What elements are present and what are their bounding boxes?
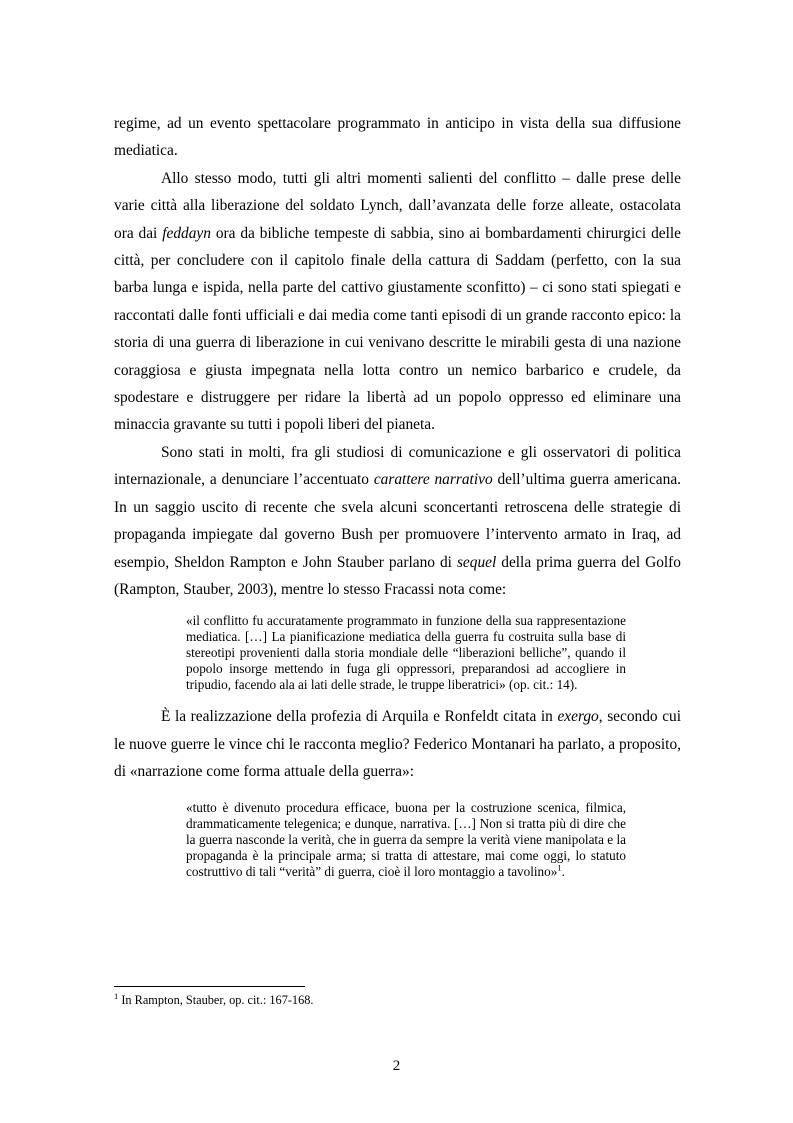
block-quote-2	[186, 800, 626, 880]
paragraph-3	[114, 439, 681, 603]
block-quote-1	[186, 613, 626, 693]
paragraph-4-text-b: , secondo cui le nuove guerre le vince chi le racconta meglio? Federico Montanari ha parlato, a proposito, di «narrazione come forma attuale della guerra»:	[114, 708, 682, 781]
paragraph-3-text-b: dell’ultima guerra americana. In un saggio uscito di recente che svela alcuni sconcertanti retroscena delle strategie di propaganda impiegate dal governo Bush per promuovere l’intervento armato in Iraq, ad esempio, Sheldon Rampton e John Stauber parlano di	[114, 471, 681, 571]
italic-term-exergo: exergo	[557, 708, 599, 726]
page-number: 2	[392, 1058, 401, 1074]
italic-term-carattere-narrativo: carattere narrativo	[373, 471, 493, 489]
footnote	[114, 990, 314, 1008]
footnote-text: In Rampton, Stauber, op. cit.: 167-168.	[118, 993, 314, 1007]
paragraph-2-text: Allo stesso modo, tutti gli altri momenti salienti del conflitto – dalle prese delle varie città alla liberazione del soldato Lynch, dall’avanzata delle forze alleate, ostacolata ora dai	[114, 169, 681, 242]
italic-term-sequel: sequel	[456, 553, 497, 571]
document-body	[114, 110, 681, 890]
footnote-separator	[114, 986, 305, 987]
paragraph-3-text-a: Sono stati in molti, fra gli studiosi di comunicazione e gli osservatori di politica internazionale, a denunciare l’accentuato	[114, 443, 681, 489]
paragraph-4-text-a: È la realizzazione della profezia di Arquila e Ronfeldt citata in	[161, 708, 558, 726]
footnote-reference: 1	[557, 862, 562, 873]
block-quote-2-end: .	[561, 863, 565, 879]
paragraph-1-text: regime, ad un evento spettacolare programmato in anticipo in vista della sua diffusione mediatica.	[114, 115, 681, 160]
footnote-marker: 1	[114, 990, 119, 1001]
paragraph-3-text-c: della prima guerra del Golfo (Rampton, Stauber, 2003), mentre lo stesso Fracassi nota come:	[114, 553, 682, 598]
paragraph-2	[114, 165, 681, 439]
block-quote-1-text: «il conflitto fu accuratamente programmato in funzione della sua rappresentazione mediatica. […] La pianificazione mediatica della guerra fu costruita sulla base di stereotipi provenienti dalla storia mondiale delle “liberazioni belliche”, quando il popolo insorge mettendo in fuga gli oppressori, preparandosi ad accogliere in tripudio, facendo ala ai lati delle strade, le truppe liberatrici» (op. cit.: 14).	[186, 613, 626, 693]
italic-term-feddayn: feddayn	[162, 224, 211, 242]
paragraph-4	[114, 703, 681, 785]
paragraph-1	[114, 110, 681, 165]
paragraph-2-text-rest: ora da bibliche tempeste di sabbia, sino ai bombardamenti chirurgici delle città, per concludere con il capitolo finale della cattura di Saddam (perfetto, con la sua barba lunga e ispida, nella parte del cattivo giustamente sconfitto) – ci sono stati spiegati e raccontati dalle fonti ufficiali e dai media come tanti episodi di un grande racconto epico: la storia di una guerra di liberazione in cui venivano descritte le mirabili gesta di una nazione coraggiosa e giusta impegnata nella lotta contro un nemico barbarico e crudele, da spodestare e distruggere per ridare la libertà ad un popolo oppresso ed eliminare una minaccia gravante su tutti i popoli liberi del pianeta.	[114, 224, 681, 434]
block-quote-2-text: «tutto è divenuto procedura efficace, buona per la costruzione scenica, filmica, drammaticamente telegenica; e dunque, narrativa. […] Non si tratta più di dire che la guerra nasconde la verità, che in guerra da sempre la verità viene manipolata e la propaganda è la principale arma; si tratta di attestare, mai come oggi, lo statuto costruttivo di tali “verità” di guerra, cioè il loro montaggio a tavolino»	[186, 799, 626, 879]
